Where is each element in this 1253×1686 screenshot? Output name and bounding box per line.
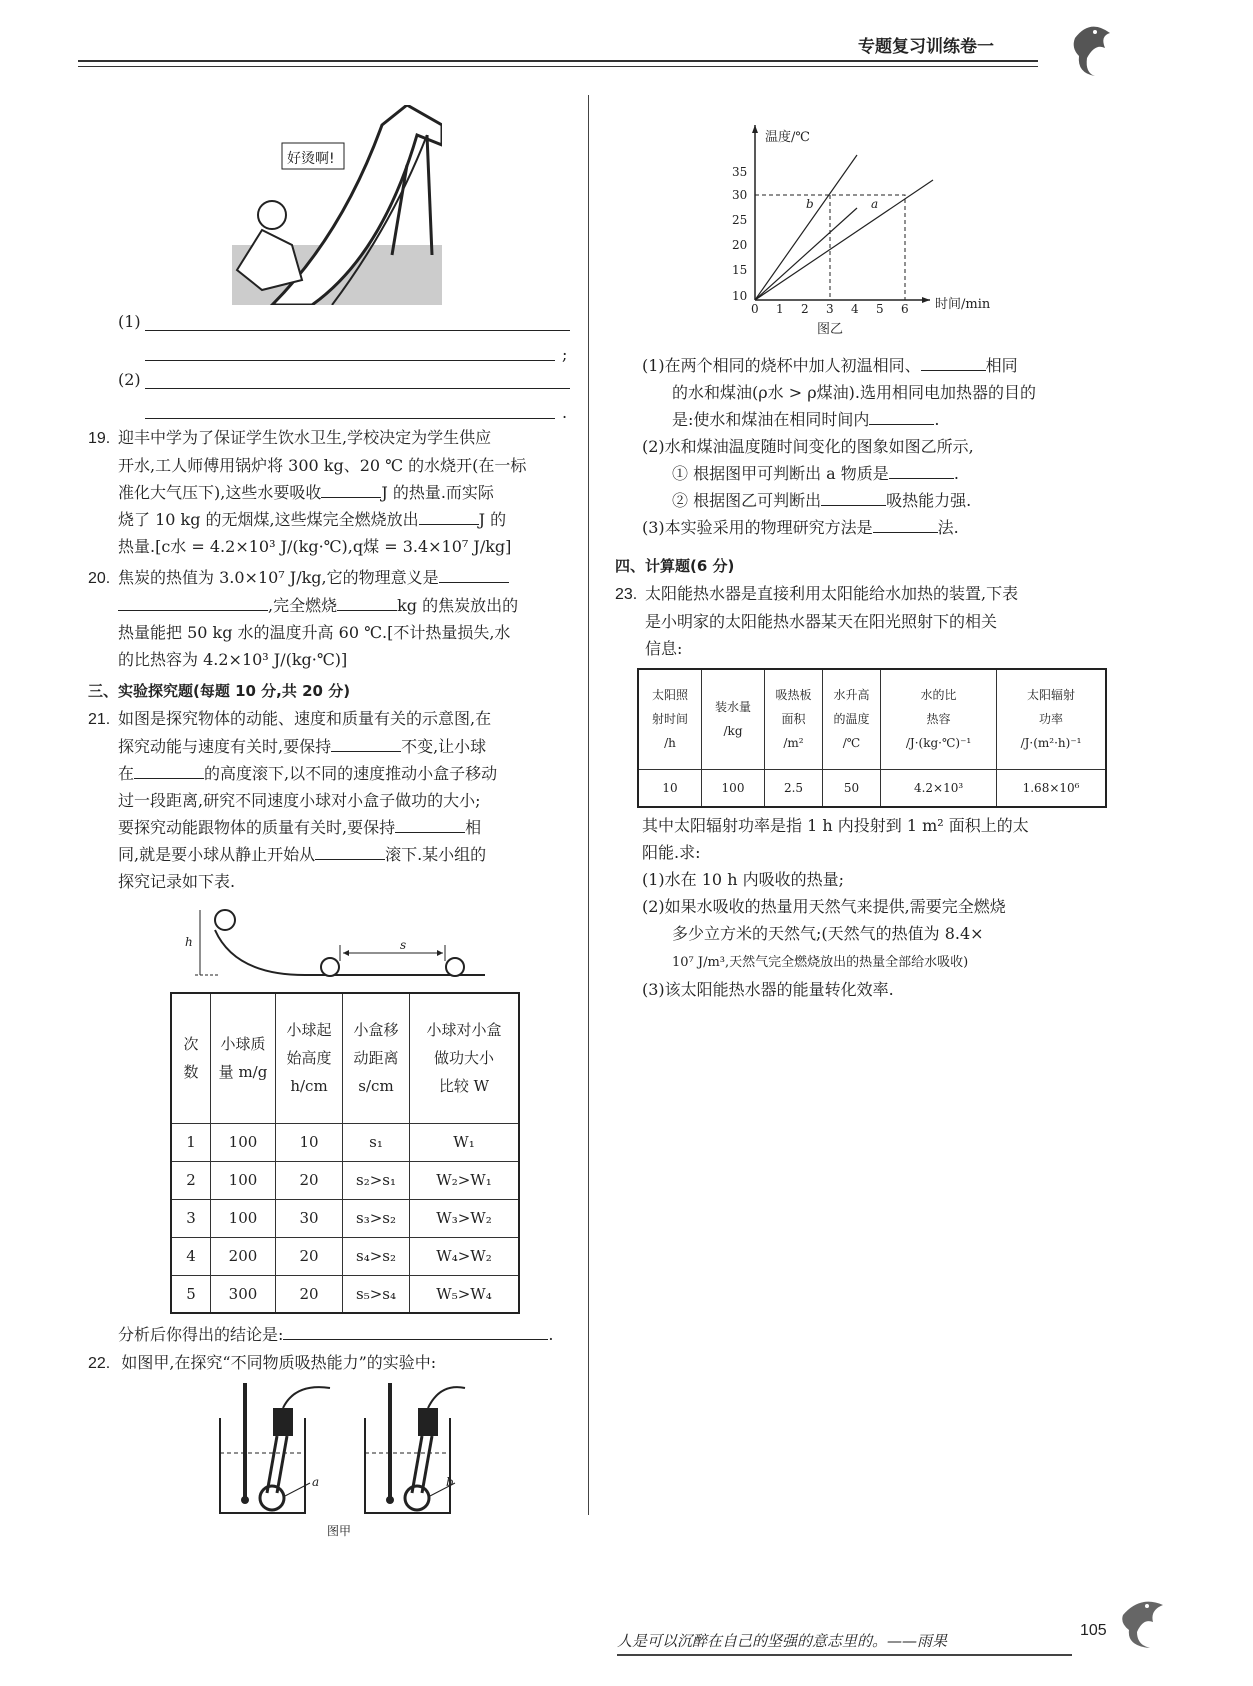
x-tick: 3: [826, 302, 834, 316]
slide-illustration: [232, 105, 442, 305]
table-header: 水的比 热容 /J·(kg·℃)⁻¹: [881, 669, 997, 769]
table-cell: 4: [171, 1237, 211, 1275]
table-header: 装水量 /kg: [702, 669, 765, 769]
table-cell: 20: [276, 1161, 343, 1199]
table-cell: 30: [276, 1199, 343, 1237]
beaker-b-label: b: [446, 1475, 454, 1489]
x-tick: 0: [751, 302, 759, 316]
beaker-a-label: a: [312, 1475, 320, 1489]
table-cell: 4.2×10³: [881, 769, 997, 807]
table-cell: 1.68×10⁶: [997, 769, 1106, 807]
table-cell: W₅>W₄: [410, 1275, 520, 1313]
table-row: [638, 769, 1106, 807]
x-tick: 6: [901, 302, 909, 316]
x-tick: 4: [851, 302, 859, 316]
table-cell: 2: [171, 1161, 211, 1199]
question-22-parts: (1)在两个相同的烧杯中加人初温相同、 相同 的水和煤油(ρ水 > ρ煤油).选用相同电加热器的目的 是:使水和煤油在相同时间内 . (2)水和煤油温度随时间变化的图象如图乙所示, ① 根据图甲可判断出 a 物质是 . ② 根据图乙可判断出 吸热能力强. (3)本实验采用的物理研究方法是 法.: [642, 356, 1036, 537]
table-header: 太阳照 射时间 /h: [638, 669, 702, 769]
question-21: 21. 如图是探究物体的动能、速度和质量有关的示意图,在 探究动能与速度有关时,要保持 不变,让小球 在 的高度滚下,以不同的速度推动小盒子移动 过一段距离,研究不同速度小球对小盒子做功的大小; 要探究动能跟物体的质量有关时,要保持 相 同,就是要小球从静止开始从 滚下.某小组的 探究记录如下表.: [88, 709, 498, 891]
y-tick: 15: [732, 263, 748, 277]
experiment-table: [170, 992, 520, 1314]
table-cell: 20: [276, 1275, 343, 1313]
table-cell: 100: [211, 1161, 276, 1199]
table-cell: 20: [276, 1237, 343, 1275]
answer-2-line: [145, 388, 570, 389]
answer-1-line: [145, 330, 570, 331]
table-row: [171, 1199, 519, 1237]
table-header: 太阳辐射 功率 /J·(m²·h)⁻¹: [997, 669, 1106, 769]
graph-label-a: a: [871, 197, 879, 211]
table-cell: W₄>W₂: [410, 1237, 520, 1275]
table-row: [171, 1123, 519, 1161]
table-cell: s₁: [343, 1123, 410, 1161]
beaker-caption: 图甲: [327, 1524, 352, 1538]
x-tick: 2: [801, 302, 809, 316]
table-cell: s₃>s₂: [343, 1199, 410, 1237]
table-cell: 50: [823, 769, 881, 807]
section-3-title: 三、实验探究题(每题 10 分,共 20 分): [88, 682, 351, 700]
question-23: 23. 太阳能热水器是直接利用太阳能给水加热的装置,下表 是小明家的太阳能热水器某天在阳光照射下的相关 信息:: [615, 584, 1019, 658]
table-cell: 100: [211, 1123, 276, 1161]
y-tick: 35: [732, 165, 748, 179]
header-rule: [78, 60, 1038, 62]
ramp-h-label: h: [185, 935, 193, 949]
table-header: 小球起 始高度 h/cm: [276, 993, 343, 1123]
table-cell: W₂>W₁: [410, 1161, 520, 1199]
question-20: 20. 焦炭的热值为 3.0×10⁷ J/kg,它的物理意义是 ,完全燃烧 kg 的焦炭放出的 热量能把 50 kg 水的温度升高 60 ℃.[不计热量损失,水 的比热容为 4.2×10³ J/(kg·℃)]: [88, 568, 519, 669]
y-tick: 20: [732, 238, 748, 252]
table-cell: 5: [171, 1275, 211, 1313]
page-number: 105: [1080, 1622, 1107, 1639]
table-cell: s₄>s₂: [343, 1237, 410, 1275]
header-rule-thin: [78, 66, 1038, 67]
table-cell: 10: [638, 769, 702, 807]
column-divider: [588, 95, 589, 1515]
table-header: 吸热板 面积 /m²: [765, 669, 823, 769]
table-cell: 100: [211, 1199, 276, 1237]
question-19: 19. 迎丰中学为了保证学生饮水卫生,学校决定为学生供应 开水,工人师傅用锅炉将 300 kg、20 ℃ 的水烧开(在一标 准化大气压下),这些水要吸收 J 的热量.而实际 烧了 10 kg 的无烟煤,这些煤完全燃烧放出 J 的 热量.[c水 = 4.2×10³ J/(kg·℃),q煤 = 3.4×10⁷ J/kg]: [88, 428, 527, 556]
ramp-s-label: s: [400, 938, 407, 952]
table-cell: 1: [171, 1123, 211, 1161]
question-22: 22. 如图甲,在探究“不同物质吸热能力”的实验中:: [88, 1353, 437, 1372]
table-header: 水升高 的温度 /℃: [823, 669, 881, 769]
table-cell: W₁: [410, 1123, 520, 1161]
table-header: 小球质 量 m/g: [211, 993, 276, 1123]
table-header: 次 数: [171, 993, 211, 1123]
x-tick: 1: [776, 302, 784, 316]
x-tick: 5: [876, 302, 884, 316]
y-tick: 25: [732, 213, 748, 227]
table-cell: s₅>s₄: [343, 1275, 410, 1313]
table-row: [171, 1237, 519, 1275]
table-row: [171, 1161, 519, 1199]
solar-table: [637, 668, 1107, 808]
dolphin-icon: [1065, 18, 1120, 78]
beaker-figure: [215, 1378, 475, 1518]
answer-2-line2: [145, 418, 555, 419]
conclusion-prompt: 分析后你得出的结论是: .: [118, 1325, 554, 1344]
table-cell: 100: [702, 769, 765, 807]
graph-caption: 图乙: [817, 322, 844, 337]
graph-xlabel: 时间/min: [935, 297, 991, 312]
footer-rule: [617, 1654, 1072, 1656]
table-row: [171, 1275, 519, 1313]
answer-1-label: (1): [118, 312, 141, 331]
table-cell: 200: [211, 1237, 276, 1275]
table-cell: W₃>W₂: [410, 1199, 520, 1237]
answer-1-line2: [145, 360, 555, 361]
table-cell: s₂>s₁: [343, 1161, 410, 1199]
dolphin-icon: [1115, 1590, 1170, 1650]
line-a: [755, 180, 933, 300]
ramp-figure: [195, 905, 495, 980]
page-header: [78, 28, 1078, 68]
table-header-row: [171, 993, 519, 1123]
graph-label-b: b: [806, 197, 814, 211]
table-header-row: [638, 669, 1106, 769]
question-23-parts: 其中太阳辐射功率是指 1 h 内投射到 1 m² 面积上的太 阳能.求: (1)水在 10 h 内吸收的热量; (2)如果水吸收的热量用天然气来提供,需要完全燃烧 多少立方米的天然气;(天然气的热值为 8.4× 10⁷ J/m³,天然气完全燃烧放出的热量全部给水吸收) (3)该太阳能热水器的能量转化效率.: [642, 816, 1029, 999]
y-tick: 30: [732, 188, 748, 202]
table-cell: 300: [211, 1275, 276, 1313]
section-4-title: 四、计算题(6 分): [615, 557, 735, 575]
y-tick: 10: [732, 289, 748, 303]
footer-quote: 人是可以沉醉在自己的坚强的意志里的。——雨果: [617, 1632, 948, 1650]
answer-2-label: (2): [118, 370, 141, 389]
table-header: 小球对小盒 做功大小 比较 W: [410, 993, 520, 1123]
graph-ylabel: 温度/℃: [765, 130, 810, 145]
header-title: 专题复习训练卷一: [858, 37, 994, 57]
table-cell: 3: [171, 1199, 211, 1237]
table-cell: 10: [276, 1123, 343, 1161]
table-header: 小盒移 动距离 s/cm: [343, 993, 410, 1123]
line-b: [755, 208, 857, 300]
slide-caption: 好烫啊!: [287, 151, 335, 167]
table-cell: 2.5: [765, 769, 823, 807]
